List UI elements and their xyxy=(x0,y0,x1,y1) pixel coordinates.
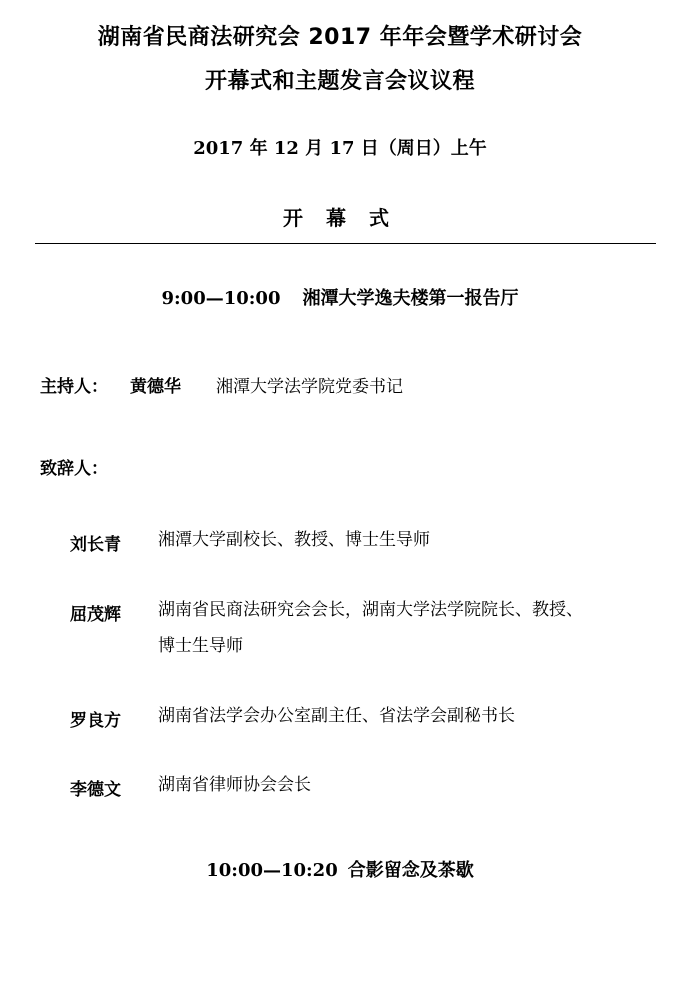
session-place: 湘潭大学逸夫楼第一报告厅 xyxy=(302,288,519,309)
speaker-title-continued: 博士生导师 xyxy=(158,636,243,656)
horizontal-divider xyxy=(35,243,656,244)
document-title-line-2: 开幕式和主题发言会议议程 xyxy=(204,69,475,94)
break-time: 10:00—10:20 xyxy=(206,860,338,881)
session-time-place xyxy=(0,284,680,310)
speaker-name: 屈茂辉 xyxy=(70,605,121,625)
break-activity: 合影留念及茶歇 xyxy=(347,860,474,881)
break-time-activity xyxy=(0,856,680,882)
document-title-line-1: 湖南省民商法研究会 2017 年年会暨学术研讨会 xyxy=(97,25,583,50)
speaker-title: 湖南省律师协会会长 xyxy=(158,775,311,795)
speaker-title: 湖南省法学会办公室副主任、省法学会副秘书长 xyxy=(158,706,515,726)
host-name: 黄德华 xyxy=(130,377,181,397)
session-time: 9:00—10:00 xyxy=(161,288,281,309)
speaker-name: 刘长青 xyxy=(70,535,121,555)
speaker-title: 湖南省民商法研究会会长，湖南大学法学院院长、教授、 xyxy=(158,600,583,620)
speaker-name: 李德文 xyxy=(70,780,121,800)
speakers-label: 致辞人： xyxy=(40,459,108,479)
speaker-title: 湘潭大学副校长、教授、博士生导师 xyxy=(158,530,430,550)
section-heading: 开 幕 式 xyxy=(283,206,397,230)
meeting-date: 2017 年 12 月 17 日（周日）上午 xyxy=(193,138,487,159)
speaker-name: 罗良方 xyxy=(70,711,121,731)
host-title: 湘潭大学法学院党委书记 xyxy=(216,377,403,397)
host-label: 主持人： xyxy=(40,377,108,397)
